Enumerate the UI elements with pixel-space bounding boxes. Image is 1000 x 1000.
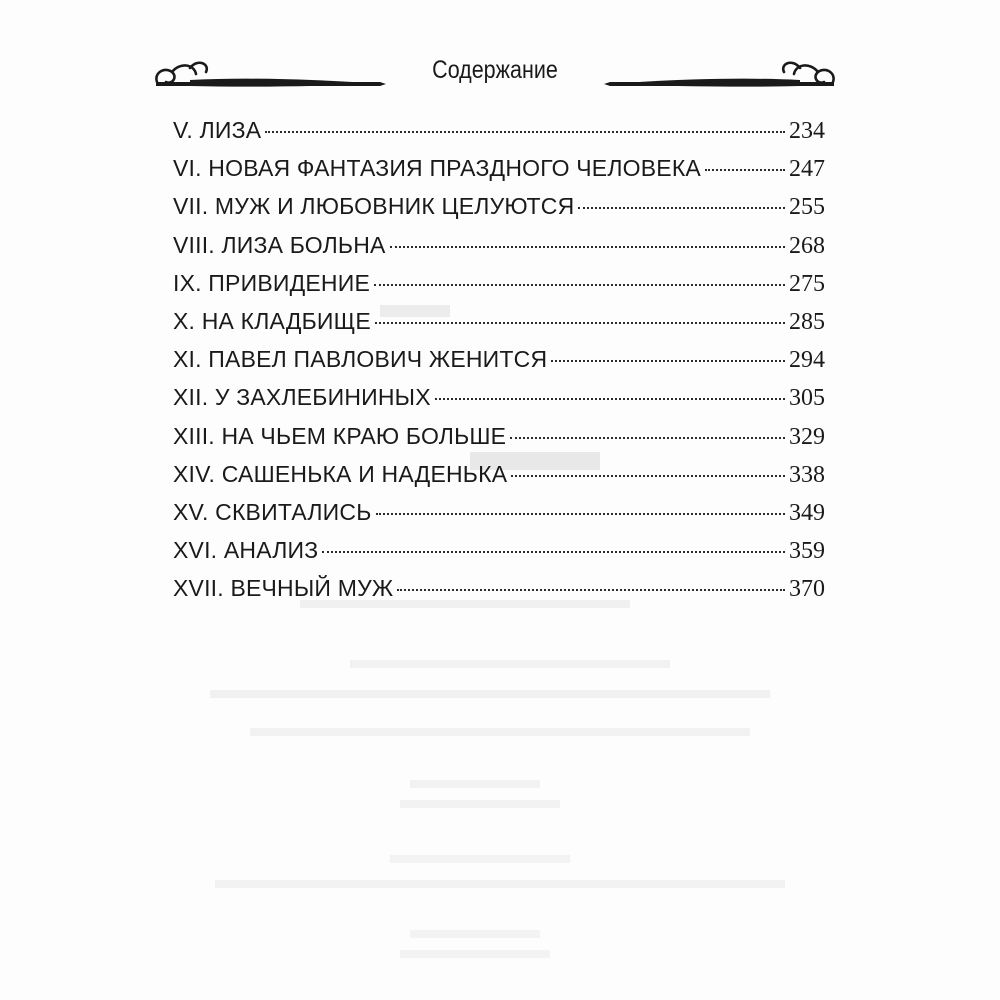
dot-leader — [397, 589, 785, 591]
toc-entry — [173, 270, 825, 308]
toc-entry — [173, 346, 825, 384]
toc-entry — [173, 193, 825, 231]
toc-entry-title: IX. ПРИВИДЕНИЕ — [173, 269, 370, 296]
toc-entry-title: V. ЛИЗА — [173, 117, 262, 143]
toc-entry-page-number: 294 — [789, 347, 825, 374]
toc-entry — [173, 384, 825, 422]
toc-entry-title: XIII. НА ЧЬЕМ КРАЮ БОЛЬШЕ — [173, 422, 507, 449]
dot-leader — [551, 360, 785, 362]
toc-header — [150, 52, 840, 102]
dot-leader — [705, 169, 785, 171]
dot-leader — [510, 437, 785, 439]
toc-entry-title: XVII. ВЕЧНЫЙ МУЖ — [173, 575, 394, 602]
toc-entry-title: XIV. САШЕНЬКА И НАДЕНЬКА — [173, 460, 508, 487]
toc-entry-page-number: 275 — [789, 270, 825, 297]
toc-entry-page-number: 234 — [789, 118, 825, 144]
toc-entry-page-number: 329 — [789, 423, 825, 450]
toc-entry — [173, 232, 825, 270]
dot-leader — [511, 475, 785, 477]
toc-entry-title: XV. СКВИТАЛИСЬ — [173, 498, 372, 525]
dot-leader — [578, 207, 785, 209]
dot-leader — [376, 513, 786, 515]
toc-entry-title: VII. МУЖ И ЛЮБОВНИК ЦЕЛУЮТСЯ — [173, 193, 575, 220]
toc-entry-title: X. НА КЛАДБИЩЕ — [173, 307, 371, 334]
toc-entry-title: VI. НОВАЯ ФАНТАЗИЯ ПРАЗДНОГО ЧЕЛОВЕКА — [173, 155, 701, 182]
toc-entry — [173, 499, 825, 537]
toc-entry — [173, 423, 825, 461]
page-title: Содержание — [432, 56, 558, 84]
toc-entry — [173, 117, 825, 155]
toc-entry-page-number: 255 — [789, 194, 825, 221]
toc-entry — [173, 575, 825, 613]
toc-entry-page-number: 370 — [789, 576, 825, 603]
toc-entry-page-number: 247 — [789, 156, 825, 183]
toc-entry-title: XVI. АНАЛИЗ — [173, 537, 319, 564]
toc-entry-page-number: 268 — [789, 232, 825, 259]
dot-leader — [375, 322, 785, 324]
toc-entry-title: XI. ПАВЕЛ ПАВЛОВИЧ ЖЕНИТСЯ — [173, 346, 548, 373]
dot-leader — [265, 131, 785, 133]
toc-entry-page-number: 305 — [789, 385, 825, 412]
toc-entry — [173, 461, 825, 499]
dot-leader — [390, 246, 785, 248]
dot-leader — [322, 551, 785, 553]
toc-entry — [173, 155, 825, 193]
table-of-contents — [173, 117, 825, 613]
dot-leader — [435, 398, 785, 400]
toc-entry-page-number: 349 — [789, 499, 825, 526]
toc-entry-title: XII. У ЗАХЛЕБИНИНЫХ — [173, 384, 431, 411]
toc-entry-title: VIII. ЛИЗА БОЛЬНА — [173, 231, 386, 258]
toc-entry — [173, 537, 825, 575]
toc-entry-page-number: 285 — [789, 308, 825, 335]
toc-entry-page-number: 359 — [789, 538, 825, 565]
toc-entry — [173, 308, 825, 346]
toc-entry-page-number: 338 — [789, 461, 825, 488]
dot-leader — [374, 284, 785, 286]
